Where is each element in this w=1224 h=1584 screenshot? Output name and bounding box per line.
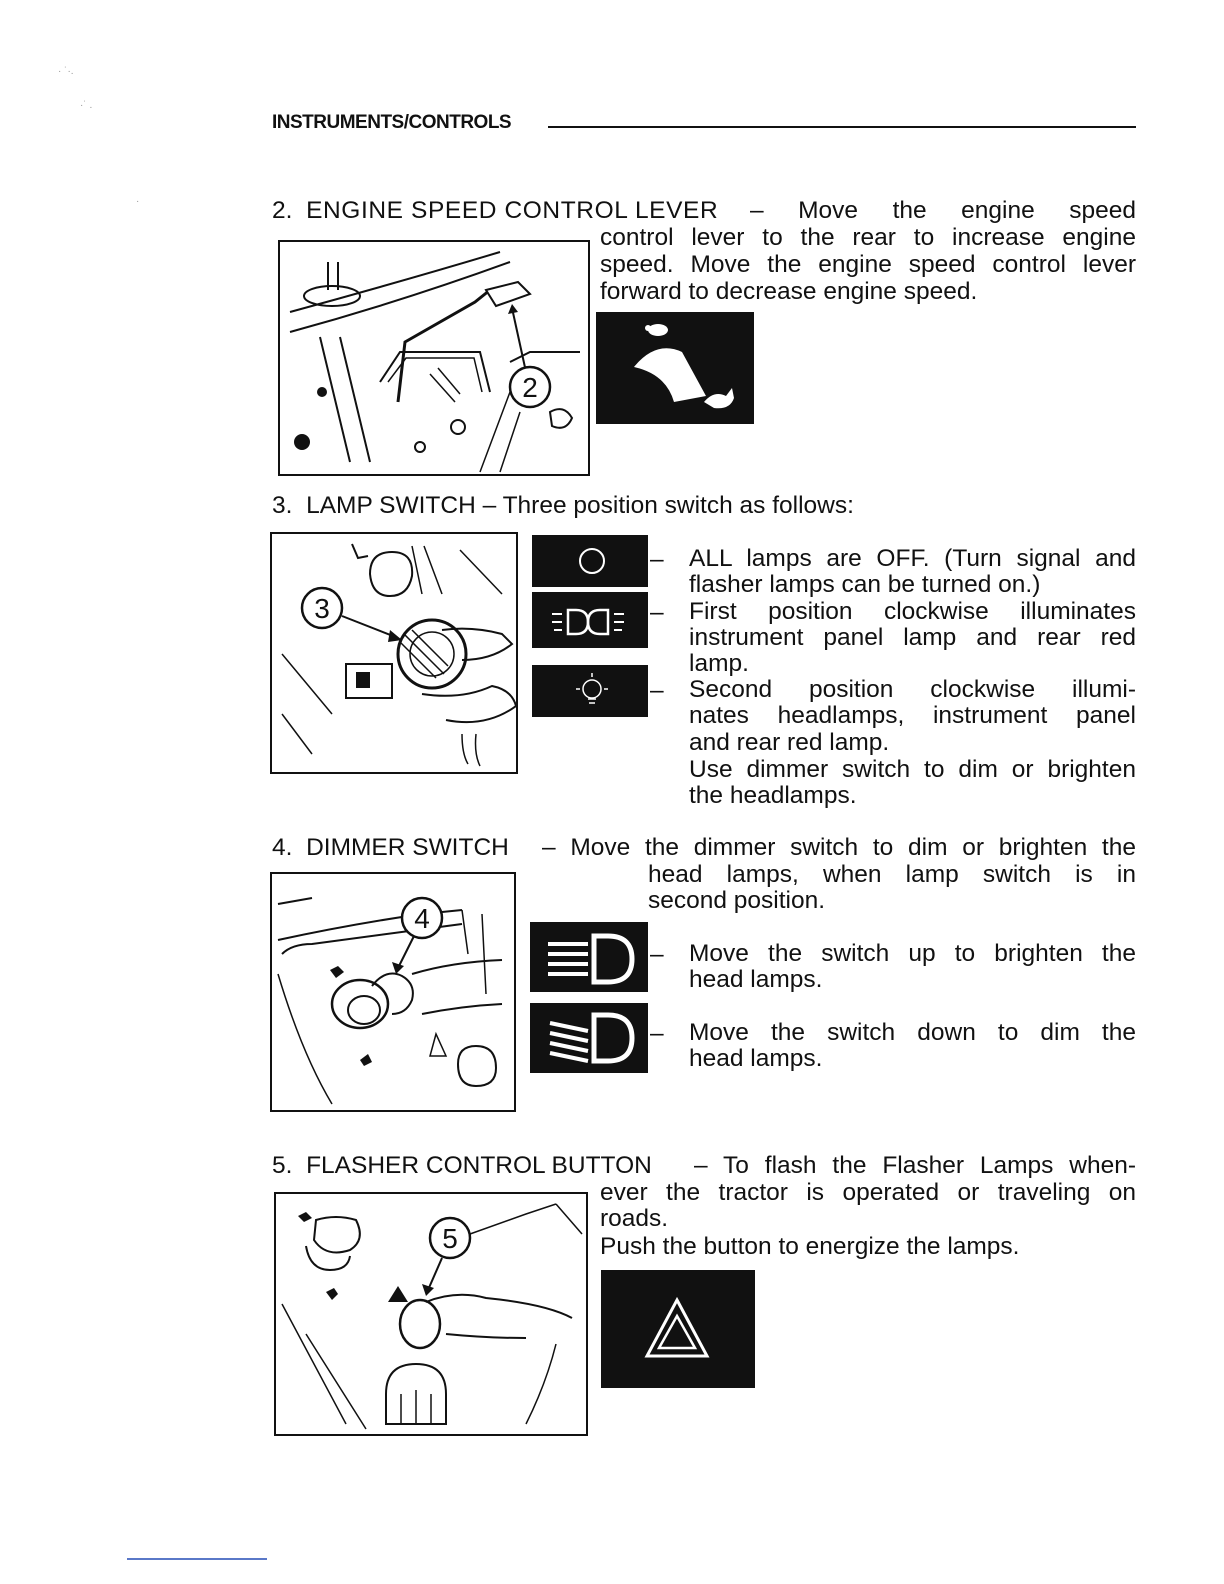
low-beam-icon (530, 1003, 648, 1073)
section-5-heading-line (272, 1153, 652, 1180)
section-5-text-line-1: – To flash the Flasher Lamps when- (694, 1152, 1136, 1179)
section-5-text-line-4: Push the button to energize the lamps. (600, 1233, 1020, 1260)
section-2-text-line-4: forward to decrease engine speed. (600, 278, 978, 305)
lamp-off-text-line-1: ALL lamps are OFF. (Turn signal and (689, 545, 1136, 572)
section-2-text-line-3: speed. Move the engine speed control lever (600, 251, 1136, 278)
footer-rule (127, 1558, 267, 1560)
header-rule (548, 126, 1136, 128)
section-5-number: 5. (272, 1152, 293, 1179)
engine-speed-lever-illustration (278, 240, 590, 476)
lamp-first-text-line-3: lamp. (689, 650, 749, 677)
lamp-second-text-line-2: nates headlamps, instrument panel (689, 702, 1136, 729)
high-beam-text-line-1: Move the switch up to brighten the (689, 940, 1136, 967)
section-4-number: 4. (272, 834, 293, 861)
dash: – (650, 677, 664, 704)
parking-lamp-icon (532, 592, 648, 648)
dash: – (650, 546, 664, 573)
callout-2-label: 2 (522, 372, 538, 403)
dash: – (650, 1020, 664, 1047)
turtle-rabbit-speed-icon (596, 312, 754, 424)
lamp-second-text-line-3: and rear red lamp. (689, 729, 890, 756)
scan-speck: ·˙ . (80, 100, 93, 111)
callout-5-label: 5 (442, 1223, 458, 1254)
section-3-number: 3. (272, 492, 293, 519)
section-4-heading: DIMMER SWITCH (306, 834, 509, 861)
dimmer-switch-illustration (270, 872, 516, 1112)
section-4-text-line-2: head lamps, when lamp switch is in (648, 861, 1136, 888)
lamp-note-line-2: the headlamps. (689, 782, 857, 809)
section-2-text-line-2: control lever to the rear to increase engine (600, 224, 1136, 251)
callout-4-label: 4 (414, 903, 430, 934)
scan-speck: · (136, 196, 140, 207)
section-2-heading: ENGINE SPEED CONTROL LEVER (306, 197, 719, 224)
section-3-intro: – Three position switch as follows: (482, 492, 854, 519)
high-beam-text-line-2: head lamps. (689, 966, 823, 993)
section-4-heading-line (272, 835, 509, 862)
low-beam-text-line-1: Move the switch down to dim the (689, 1019, 1136, 1046)
lamp-first-text-line-1: First position clockwise illuminates (689, 598, 1136, 625)
section-3-heading: LAMP SWITCH (306, 492, 476, 519)
section-5-text-line-2: ever the tractor is operated or traveling on (600, 1179, 1136, 1206)
scan-speck: · ˙·. (58, 66, 74, 77)
callout-3-label: 3 (314, 593, 330, 624)
section-3-heading-line (272, 493, 854, 520)
section-4-text-line-1: – Move the dimmer switch to dim or brighten the (542, 834, 1136, 861)
section-2-number: 2. (272, 197, 293, 224)
lamp-off-text-line-2: flasher lamps can be turned on.) (689, 571, 1041, 598)
lamp-first-text-line-2: instrument panel lamp and rear red (689, 624, 1136, 651)
section-5-text-line-3: roads. (600, 1205, 669, 1232)
lamp-off-icon (532, 535, 648, 587)
section-2-text-line-1: – Move the engine speed (750, 197, 1136, 224)
lamp-switch-illustration (270, 532, 518, 774)
low-beam-text-line-2: head lamps. (689, 1045, 823, 1072)
dash: – (650, 599, 664, 626)
high-beam-icon (530, 922, 648, 992)
page-header: INSTRUMENTS/CONTROLS (272, 112, 512, 133)
section-4-text-line-3: second position. (648, 887, 826, 914)
headlamp-bulb-icon (532, 665, 648, 717)
hazard-triangle-icon (601, 1270, 755, 1388)
lamp-note-line-1: Use dimmer switch to dim or brighten (689, 756, 1136, 783)
flasher-button-illustration (274, 1192, 588, 1436)
dash: – (650, 941, 664, 968)
section-5-heading: FLASHER CONTROL BUTTON (306, 1152, 652, 1179)
lamp-second-text-line-1: Second position clockwise illumi- (689, 676, 1136, 703)
